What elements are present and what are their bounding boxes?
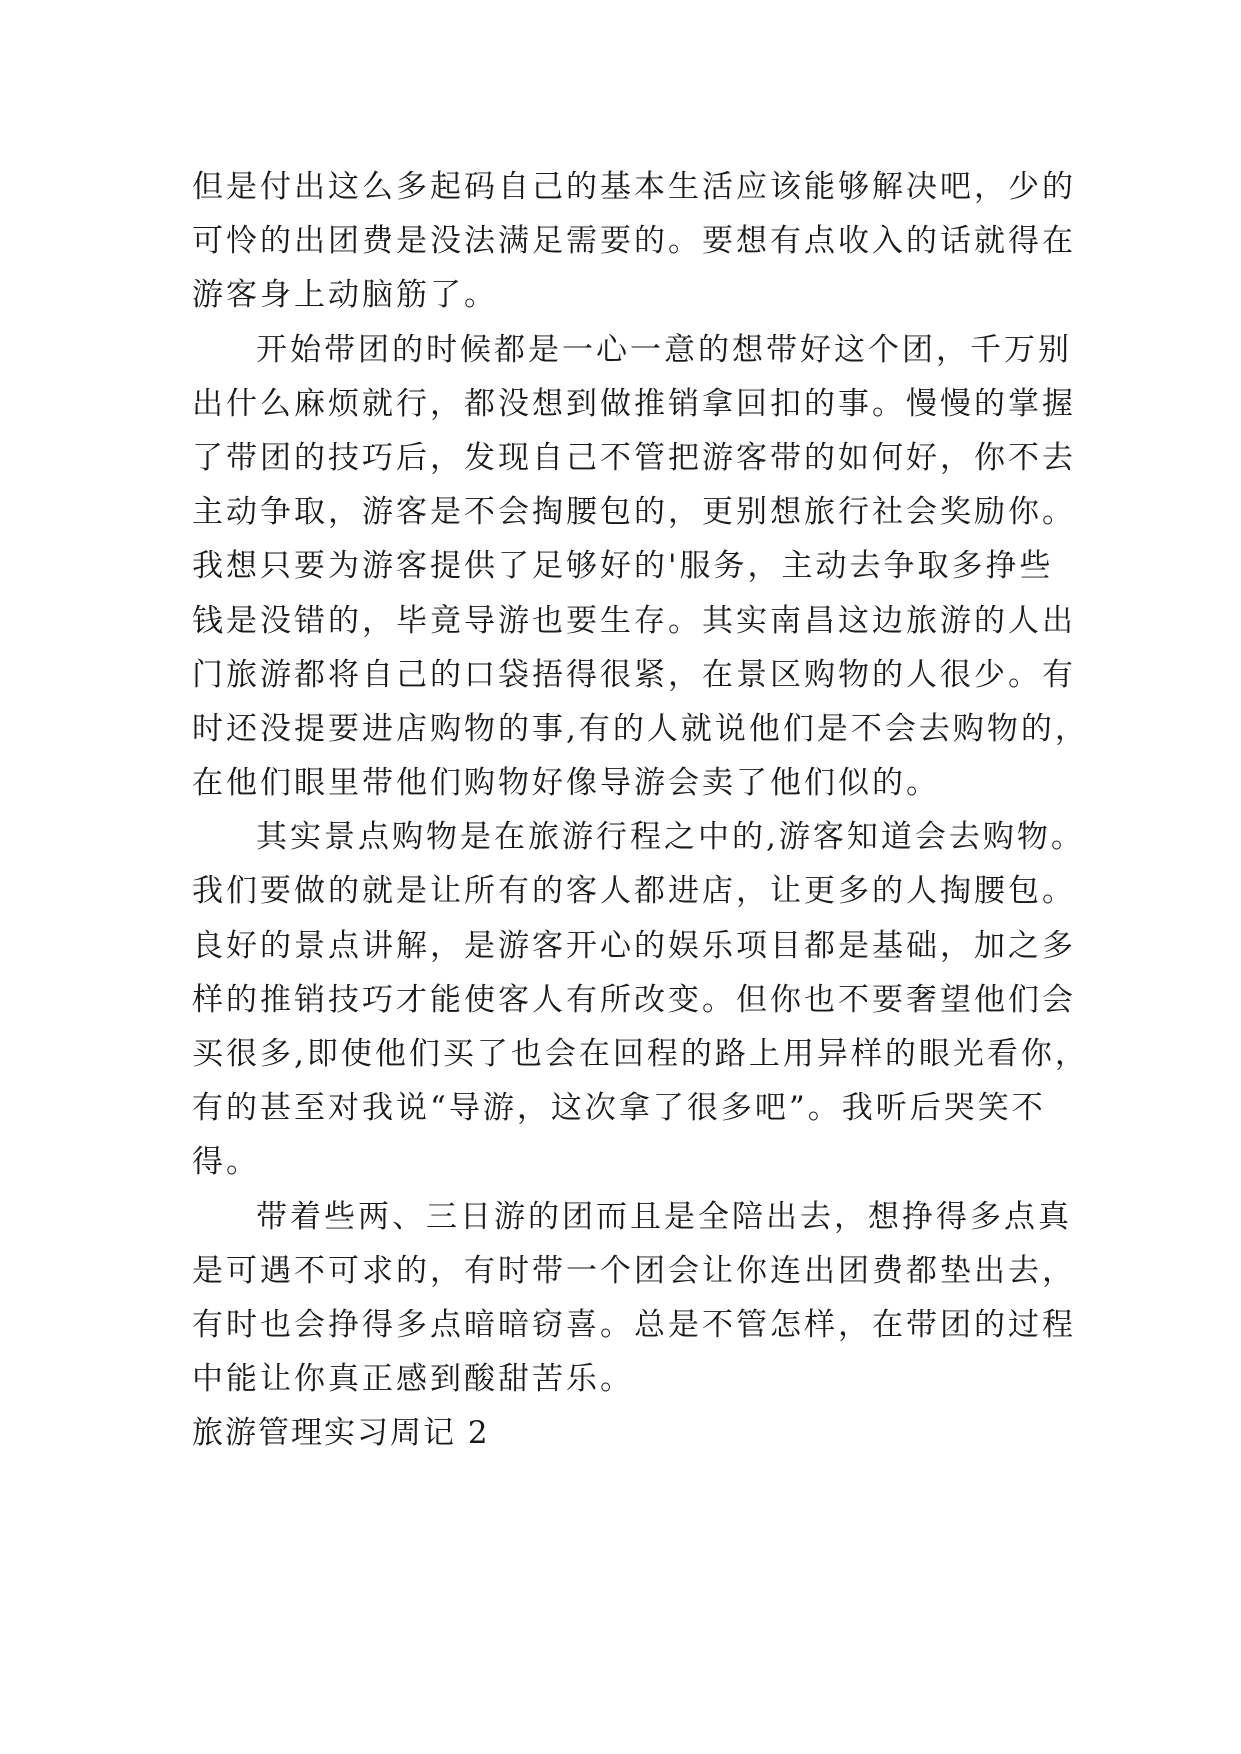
paragraph-4: [192, 1190, 1076, 1407]
text-line: 良好的景点讲解，是游客开心的娱乐项目都是基础，加之多: [192, 927, 1076, 964]
text-line: 买很多,即使他们买了也会在回程的路上用异样的眼光看你，: [192, 1036, 1089, 1072]
text-line: 是可遇不可求的，有时带一个团会让你连出团费都垫出去，: [192, 1252, 1076, 1289]
text-line: 在他们眼里带他们购物好像导游会卖了他们似的。: [192, 765, 940, 802]
paragraph-2: [192, 323, 1089, 811]
text-line: 了带团的技巧后，发现自己不管把游客带的如何好，你不去: [192, 439, 1076, 476]
text-line: 时还没提要进店购物的事,有的人就说他们是不会去购物的，: [192, 710, 1089, 747]
text-line: 其实景点购物是在旅游行程之中的,游客知道会去购物。: [256, 819, 1085, 856]
document-body: [192, 160, 1089, 1461]
section-title: 旅游管理实习周记 2: [192, 1415, 490, 1452]
text-line: 有时也会挣得多点暗暗窃喜。总是不管怎样，在带团的过程: [192, 1306, 1076, 1343]
text-line: 得。: [192, 1144, 260, 1181]
text-line: 有的甚至对我说“导游，这次拿了很多吧”。我听后哭笑不: [192, 1090, 1046, 1127]
text-line: 样的推销技巧才能使客人有所改变。但你也不要奢望他们会: [192, 981, 1076, 1018]
text-line: 但是付出这么多起码自己的基本生活应该能够解决吧，少的: [192, 169, 1076, 205]
paragraph-1: [192, 160, 1076, 323]
text-line: 钱是没错的，毕竟导游也要生存。其实南昌这边旅游的人出: [192, 602, 1076, 639]
text-line: 门旅游都将自己的口袋捂得很紧，在景区购物的人很少。有: [192, 656, 1076, 693]
text-line: 带着些两、三日游的团而且是全陪出去，想挣得多点真: [256, 1198, 1072, 1235]
text-line: 中能让你真正感到酸甜苦乐。: [192, 1361, 634, 1398]
text-line: 主动争取，游客是不会掏腰包的，更别想旅行社会奖励你。: [192, 494, 1076, 531]
text-line: 开始带团的时候都是一心一意的想带好这个团，千万别: [256, 331, 1072, 368]
text-line: 我想只要为游客提供了足够好的'服务，主动去争取多挣些: [192, 548, 1054, 585]
text-line: 出什么麻烦就行，都没想到做推销拿回扣的事。慢慢的掌握: [192, 385, 1076, 422]
text-line: 我们要做的就是让所有的客人都进店，让更多的人掏腰包。: [192, 873, 1076, 910]
text-line: 可怜的出团费是没法满足需要的。要想有点收入的话就得在: [192, 223, 1076, 260]
paragraph-3: [192, 810, 1089, 1189]
text-line: 游客身上动脑筋了。: [192, 277, 498, 314]
